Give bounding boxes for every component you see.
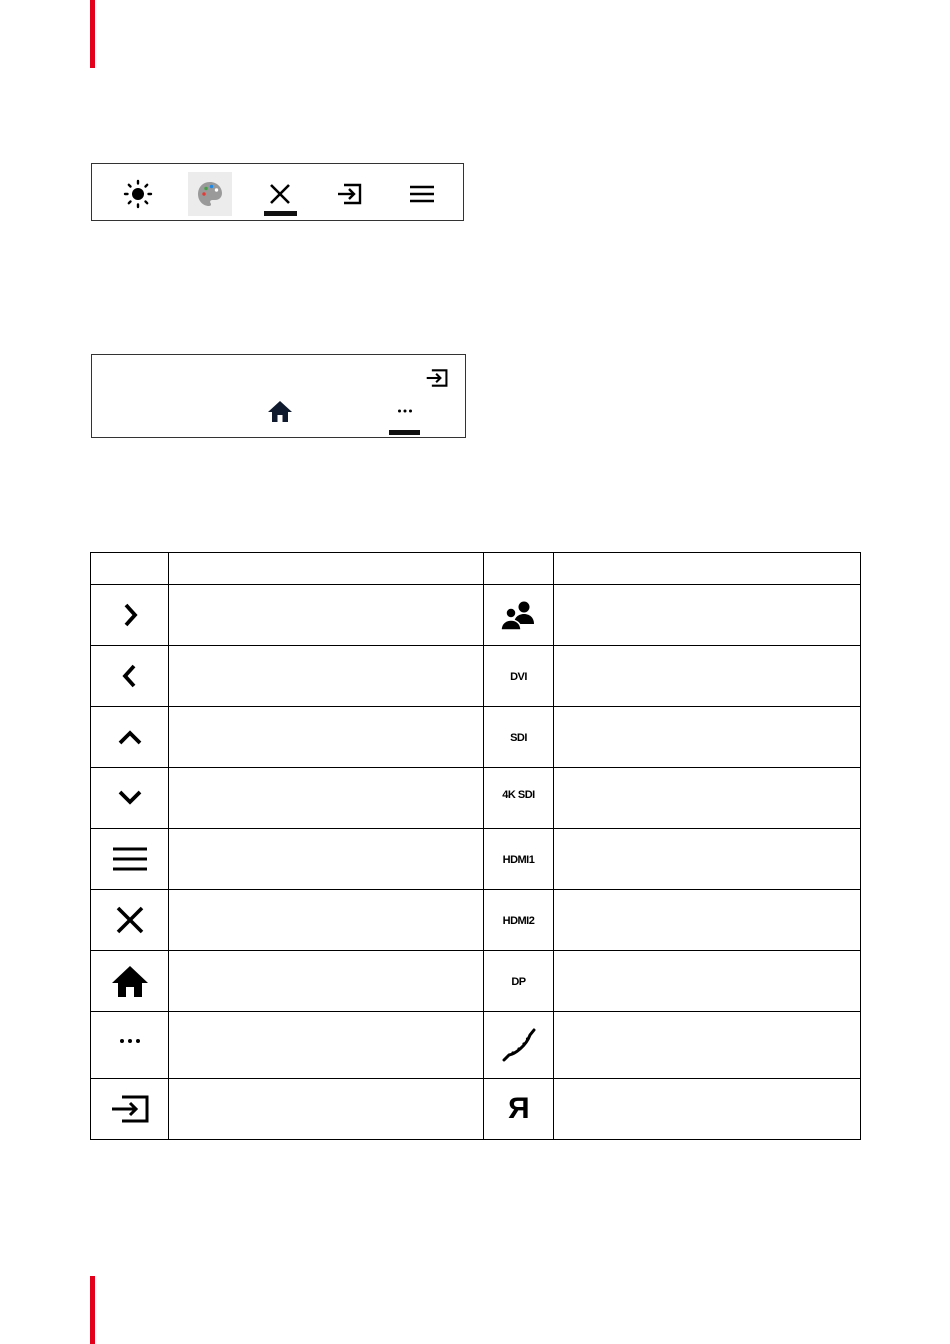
table-header — [169, 553, 484, 585]
table-cell-description — [169, 768, 484, 829]
table-header-row — [91, 553, 861, 585]
selection-indicator — [264, 211, 297, 216]
table-row — [91, 829, 861, 890]
page-accent-bar-top — [90, 0, 95, 68]
close-button[interactable] — [258, 172, 302, 216]
table-cell-description — [554, 1079, 861, 1140]
more-icon — [118, 1027, 142, 1055]
close-icon — [265, 179, 295, 209]
menu-button[interactable] — [400, 172, 444, 216]
table-row — [91, 585, 861, 646]
table-cell-description — [554, 829, 861, 890]
hdmi1-icon: HDMI1 — [502, 854, 535, 866]
brightness-button[interactable] — [116, 172, 160, 216]
chevron-up-icon — [115, 727, 145, 747]
table-cell-description — [554, 707, 861, 768]
table-header — [554, 553, 861, 585]
table-row — [91, 890, 861, 951]
table-cell-description — [169, 1012, 484, 1079]
table-cell-description — [554, 585, 861, 646]
input-icon — [424, 366, 450, 390]
home-button[interactable] — [265, 397, 295, 425]
palette-button[interactable] — [188, 172, 232, 216]
table-header — [91, 553, 169, 585]
toolbar-bottom — [91, 354, 466, 438]
table-row — [91, 1012, 861, 1079]
home-icon — [267, 399, 293, 423]
table-cell-description — [554, 1012, 861, 1079]
table-cell-description — [169, 829, 484, 890]
icon-table — [90, 552, 861, 1140]
table-cell-description — [554, 768, 861, 829]
table-row — [91, 768, 861, 829]
table-cell-description — [169, 1079, 484, 1140]
users-icon — [500, 599, 538, 631]
table-row — [91, 951, 861, 1012]
table-cell-description — [169, 646, 484, 707]
table-row — [91, 1079, 861, 1140]
table-cell-description — [554, 646, 861, 707]
menu-icon — [407, 179, 437, 209]
table-cell-description — [554, 890, 861, 951]
menu-icon — [111, 844, 149, 874]
table-header — [484, 553, 554, 585]
input-icon — [335, 179, 365, 209]
mirror-r-icon: R — [507, 1092, 530, 1125]
brightness-icon — [123, 179, 153, 209]
chevron-right-icon — [118, 600, 142, 630]
table-cell-description — [169, 890, 484, 951]
table-cell-description — [169, 707, 484, 768]
more-button[interactable] — [390, 401, 420, 421]
sdi-icon: SDI — [510, 732, 527, 744]
home-icon — [110, 964, 150, 998]
dvi-icon: DVI — [510, 671, 527, 683]
hdmi2-icon: HDMI2 — [502, 915, 535, 927]
palette-icon — [195, 179, 225, 209]
fiber-icon — [501, 1027, 537, 1063]
input-button[interactable] — [422, 365, 452, 391]
table-row — [91, 707, 861, 768]
input-button[interactable] — [328, 172, 372, 216]
selection-indicator — [389, 430, 420, 435]
table-row — [91, 646, 861, 707]
dp-icon: DP — [511, 976, 526, 988]
4k-sdi-icon: 4K SDI — [502, 789, 535, 801]
page-accent-bar-bottom — [90, 1276, 95, 1344]
chevron-left-icon — [118, 661, 142, 691]
input-icon — [110, 1093, 150, 1125]
table-cell-description — [169, 951, 484, 1012]
more-icon — [397, 408, 413, 414]
table-cell-description — [169, 585, 484, 646]
chevron-down-icon — [115, 788, 145, 808]
close-icon — [114, 904, 146, 936]
table-cell-description — [554, 951, 861, 1012]
